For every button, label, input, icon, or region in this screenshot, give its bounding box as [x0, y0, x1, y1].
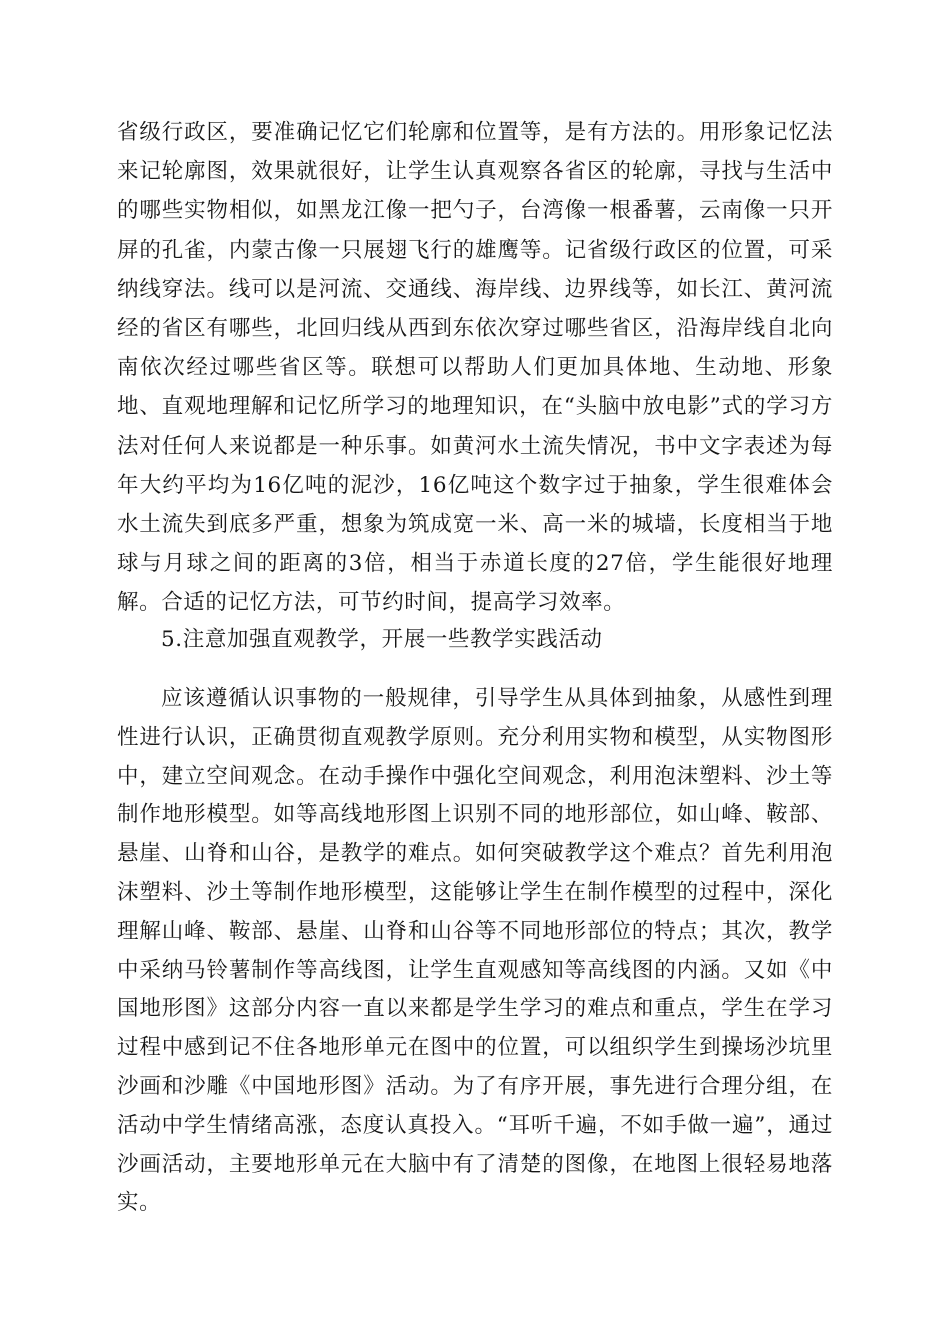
body-paragraph-intuitive-teaching: 应该遵循认识事物的一般规律，引导学生从具体到抽象，从感性到理性进行认识，正确贯彻直观教学原则。充分利用实物和模型，从实物图形中，建立空间观念。在动手操作中强化空间观念，利用泡沫塑料、沙土等制作地形模型。如等高线地形图上识别不同的地形部位，如山峰、鞍部、悬崖、山脊和山谷，是教学的难点。如何突破教学这个难点？首先利用泡沫塑料、沙土等制作地形模型，这能够让学生在制作模型的过程中，深化理解山峰、鞍部、悬崖、山脊和山谷等不同地形部位的特点；其次，教学中采纳马铃薯制作等高线图，让学生直观感知等高线图的内涵。又如《中国地形图》这部分内容一直以来都是学生学习的难点和重点，学生在学习过程中感到记不住各地形单元在图中的位置，可以组织学生到操场沙坑里沙画和沙雕《中国地形图》活动。为了有序开展，事先进行合理分组，在活动中学生情绪高涨，态度认真投入。“耳听千遍，不如手做一遍”，通过沙画活动，主要地形单元在大脑中有了清楚的图像，在地图上很轻易地落实。 — [117, 686, 833, 1216]
body-paragraph-memory-methods: 省级行政区，要准确记忆它们轮廓和位置等，是有方法的。用形象记忆法来记轮廓图，效果就很好，让学生认真观察各省区的轮廓，寻找与生活中的哪些实物相似，如黑龙江像一把勺子，台湾像一根番薯，云南像一只开屏的孔雀，内蒙古像一只展翅飞行的雄鹰等。记省级行政区的位置，可采纳线穿法。线可以是河流、交通线、海岸线、边界线等，如长江、黄河流经的省区有哪些，北回归线从西到东依次穿过哪些省区，沿海岸线自北向南依次经过哪些省区等。联想可以帮助人们更加具体地、生动地、形象地、直观地理解和记忆所学习的地理知识，在“头脑中放电影”式的学习方法对任何人来说都是一种乐事。如黄河水土流失情况，书中文字表述为每年大约平均为16亿吨的泥沙，16亿吨这个数字过于抽象，学生很难体会水土流失到底多严重，想象为筑成宽一米、高一米的城墙，长度相当于地球与月球之间的距离的3倍，相当于赤道长度的27倍，学生能很好地理解。合适的记忆方法，可节约时间，提高学习效率。 — [117, 120, 833, 616]
section-heading-5: 5.注意加强直观教学，开展一些教学实践活动 — [161, 627, 603, 652]
